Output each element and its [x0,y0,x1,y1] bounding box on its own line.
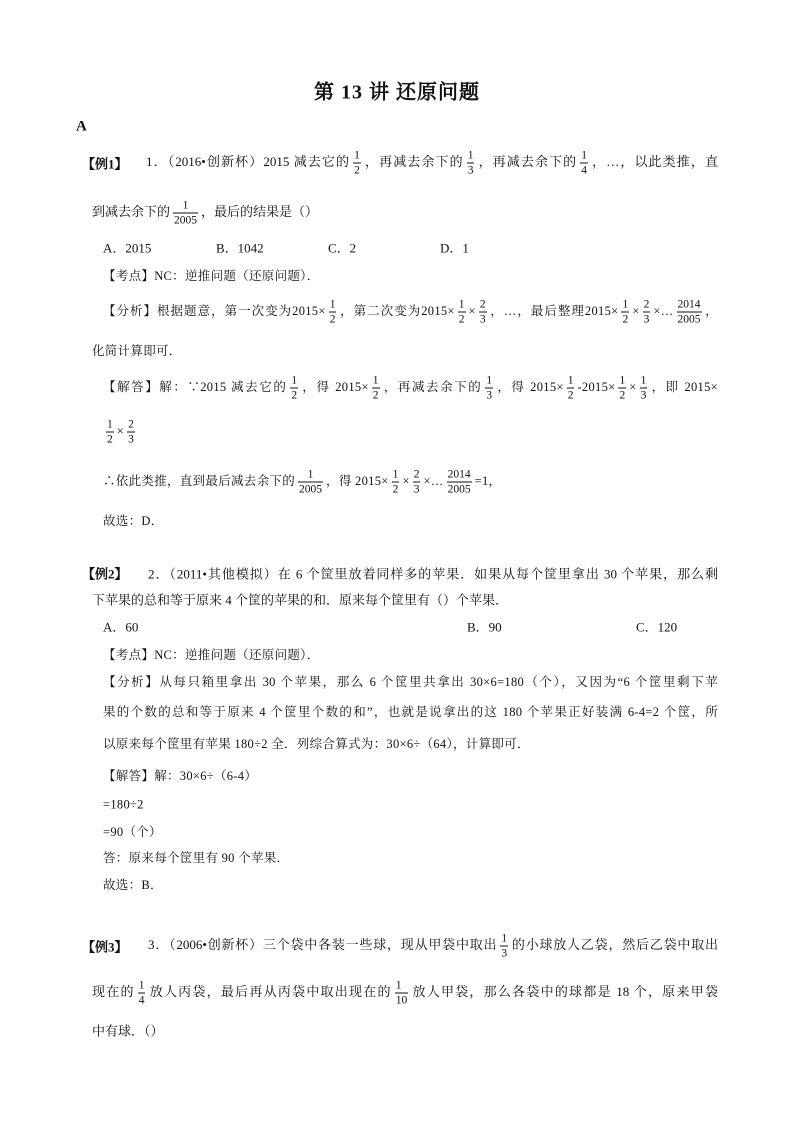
fraction-denominator: 2 [622,313,629,326]
fraction [467,149,475,178]
text-run: × [402,473,410,488]
fraction-denominator: 3 [643,313,650,326]
fraction-denominator: 2 [372,389,379,402]
section-label: A [76,118,87,135]
fraction-numerator: 1 [501,932,508,945]
text-run: ，即 2015× [650,379,718,394]
lesson-title: 第 13 讲 还原问题 [314,81,480,104]
question-line [146,149,718,178]
option-c: C．120 [636,619,678,635]
text-run: ，再减去余下的 [477,153,578,169]
kaodian-line: 【考点】NC：逆推问题（还原问题）． [103,648,320,662]
fraction-denominator: 2 [567,389,574,402]
text-run: =90（个） [103,825,162,839]
fraction-denominator: 2 [458,313,465,326]
fraction-denominator: 3 [467,164,474,177]
fraction [580,149,588,178]
text-run: ∴依此类推，直到最后减去余下的 [103,473,296,488]
kaodian-line: 【考点】NC：逆推问题（还原问题）． [103,269,320,283]
fraction-denominator: 2005 [677,313,701,326]
text-run: 以原来每个筐里有苹果 180÷2 全．列综合算式为：30×6÷（64），计算即可． [103,737,530,751]
fraction-numerator: 2014 [677,298,701,311]
text-run: 【解答】解：∵2015 减去它的 [103,379,288,394]
fraction-denominator: 4 [581,164,588,177]
text-run: ，…，以此类推，直 [591,153,718,169]
solution-line [103,848,289,866]
option-b: B．1042 [216,240,264,256]
fraction [329,298,337,327]
fraction-numerator: 1 [291,374,298,387]
fraction [618,374,626,403]
option-a: A．60 [103,619,139,635]
fraction [413,468,421,497]
text-run: ，得 2015× [326,473,389,488]
text-run: 下苹果的总和等于原来 4 个筐的苹果的和．原来每个筐里有（）个苹果． [92,592,509,608]
text-run: 的小球放人乙袋，然后乙袋中取出 [511,936,718,952]
fraction [640,374,648,403]
fraction [479,298,487,327]
fraction [127,418,135,447]
fraction [106,418,114,447]
text-run: ，再减去余下的 [363,153,464,169]
solution-line [103,766,257,784]
text-run: × [468,303,476,318]
fraction [500,932,508,961]
fraction-numerator: 1 [567,374,574,387]
fraction-numerator: 1 [182,199,189,212]
option-d: D．1 [440,240,469,256]
fraction-denominator: 2 [354,164,360,177]
fraction-numerator: 1 [307,468,314,481]
fraction [290,374,298,403]
fraction-numerator: 1 [467,149,474,162]
question-line [92,199,318,228]
text-run: 中有球．（） [92,1023,164,1039]
text-run: -2015× [577,379,616,394]
example-tag: 【例3】 [82,939,128,955]
fraction-numerator: 1 [395,979,402,992]
analysis-line [103,734,530,752]
text-run: × [632,303,640,318]
solution-line [103,418,138,447]
text-run: 放人丙袋，最后再从丙袋中取出现在的 [148,983,392,999]
fraction-numerator: 1 [372,374,379,387]
analysis-line [103,298,718,327]
fraction [567,374,575,403]
fraction-denominator: 2 [107,433,113,446]
fraction [485,374,493,403]
fraction [138,979,146,1008]
fraction-numerator: 2 [413,468,420,481]
text-run: 放人甲袋，那么各袋中的球都是 18 个，原来甲袋 [411,983,718,999]
question-line [92,1021,164,1040]
fraction-numerator: 2 [479,298,486,311]
text-run: 现在的 [92,983,135,999]
text-run: ， [704,303,719,318]
text-run: ，…，最后整理2015× [489,303,619,318]
fraction-denominator: 2 [619,389,626,402]
fraction-denominator: 10 [395,994,408,1007]
fraction [395,979,409,1008]
analysis-line [92,341,182,359]
fraction-numerator: 2 [643,298,650,311]
fraction-numerator: 1 [138,979,145,992]
answer-line: 故选：D． [103,514,164,528]
text-run: ，最后的结果是（） [201,203,319,219]
solution-line [103,822,162,840]
option-c: C．2 [328,240,357,256]
fraction-denominator: 3 [501,947,508,960]
fraction-denominator: 4 [138,994,145,1007]
fraction-numerator: 1 [486,374,493,387]
fraction-numerator: 2014 [447,468,471,481]
fraction-numerator: 1 [581,149,588,162]
fraction-numerator: 1 [392,468,399,481]
option-b: B．90 [467,619,502,635]
fraction-numerator: 2 [128,418,134,431]
fraction-numerator: 1 [622,298,629,311]
text-run: × [629,379,637,394]
fraction [643,298,651,327]
text-run: 到减去余下的 [92,203,171,219]
fraction-denominator: 2005 [447,483,471,496]
solution-line [103,798,144,813]
fraction-denominator: 3 [640,389,647,402]
question-line [148,564,718,583]
question-line [92,590,508,609]
fraction [677,298,702,327]
solution-line [103,468,501,497]
fraction-numerator: 1 [329,298,336,311]
analysis-line [103,702,718,720]
text-run: 【解答】解：30×6÷（6-4） [103,769,258,783]
text-run: ，再减去余下的 [382,379,483,394]
fraction-denominator: 2 [329,313,336,326]
text-run: 1．（2016•创新杯）2015 减去它的 [146,153,351,169]
fraction [372,374,380,403]
fraction-denominator: 3 [479,313,486,326]
text-run: ，第二次变为2015× [339,303,455,318]
fraction-denominator: 2 [392,483,399,496]
fraction-denominator: 3 [413,483,420,496]
example-tag: 【例2】 [82,566,128,582]
text-run: ×… [423,473,444,488]
text-run: =1， [474,473,502,488]
question-line [92,979,718,1008]
fraction-numerator: 1 [640,374,647,387]
fraction [173,199,198,228]
fraction [447,468,472,497]
analysis-line [103,672,718,690]
fraction-denominator: 2 [291,389,298,402]
text-run: ，得 2015× [496,379,564,394]
text-run: 3．（2006•创新杯）三个袋中各装一些球，现从甲袋中取出 [148,936,498,952]
text-run: 答：原来每个筐里有 90 个苹果． [103,851,290,865]
question-line [148,932,718,961]
fraction [621,298,629,327]
fraction-numerator: 1 [458,298,465,311]
option-a: A．2015 [103,240,152,256]
text-run: × [116,423,125,438]
text-run: 【分析】根据题意，第一次变为2015× [103,303,326,318]
fraction [392,468,400,497]
text-run: 果的个数的总和等于原来 4 个筐里个数的和”，也就是说拿出的这 180 个苹果正好装满 6-4=2 个筐，所 [103,705,718,719]
example-tag: 【例1】 [82,156,128,172]
fraction [458,298,466,327]
text-run: 【分析】从每只箱里拿出 30 个苹果，那么 6 个筐里共拿出 30×6=180（个），又因为“6 个筐里剩下苹 [103,675,718,689]
text-run: 2．（2011•其他模拟）在 6 个筐里放着同样多的苹果．如果从每个筐里拿出 30 个苹果，那么剩 [148,566,718,582]
fraction-numerator: 1 [354,149,360,162]
text-run: =180÷2 [103,797,144,812]
fraction-denominator: 3 [128,433,134,446]
fraction-numerator: 1 [107,418,113,431]
fraction-denominator: 3 [486,389,493,402]
fraction-denominator: 2005 [174,214,198,227]
fraction [353,149,361,178]
answer-line: 故选：B． [103,878,163,892]
fraction [298,468,323,497]
text-run: ，得 2015× [301,379,369,394]
solution-line [103,374,718,403]
text-run: 化简计算即可． [92,344,182,358]
text-run: ×… [653,303,674,318]
fraction-denominator: 2005 [299,483,323,496]
fraction-numerator: 1 [619,374,626,387]
